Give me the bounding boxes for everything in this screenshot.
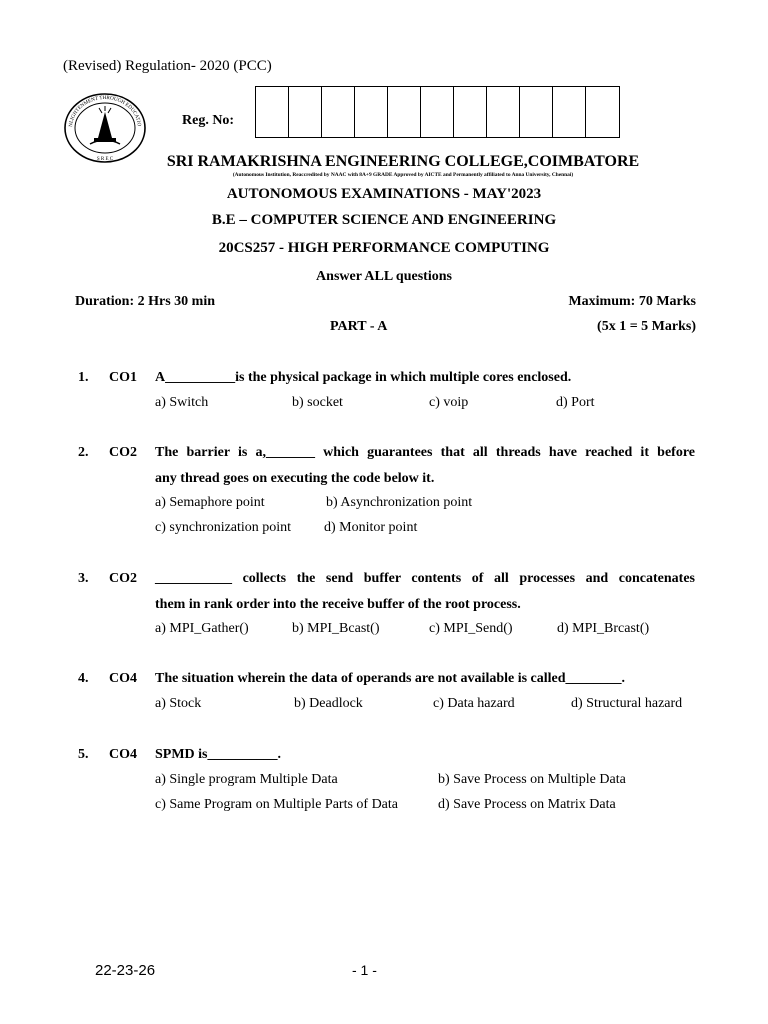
- part-marks: (5x 1 = 5 Marks): [597, 319, 696, 334]
- reg-no-boxes[interactable]: [255, 86, 620, 138]
- option-d: d) Structural hazard: [571, 696, 683, 711]
- college-note: (Autonomous Institution, Reaccredited by NAAC with 8A+9 GRADE Approved by AICTE and Permanently affiliated to Anna University, Chennai): [232, 172, 574, 178]
- question-text: SPMD is__________.: [155, 747, 281, 762]
- reg-no-digit-box[interactable]: [586, 87, 619, 137]
- option-d: d) Monitor point: [324, 520, 418, 535]
- question-number: 5.: [78, 747, 89, 762]
- reg-no-digit-box[interactable]: [454, 87, 487, 137]
- option-d: d) MPI_Brcast(): [557, 621, 650, 636]
- reg-no-digit-box[interactable]: [256, 87, 289, 137]
- logo-motto: NLIGHTENMENT THROUGH EDUCATIO: [67, 94, 142, 128]
- option-c: c) synchronization point: [155, 520, 292, 535]
- question-number: 3.: [78, 571, 89, 586]
- option-a: a) Semaphore point: [155, 495, 265, 510]
- option-a: a) Stock: [155, 696, 202, 711]
- reg-no-digit-box[interactable]: [421, 87, 454, 137]
- question-number: 1.: [78, 370, 89, 385]
- option-b: b) Deadlock: [294, 696, 363, 711]
- reg-no-digit-box[interactable]: [487, 87, 520, 137]
- course-outcome: CO4: [109, 671, 137, 686]
- logo-abbr: S R E C: [96, 157, 114, 162]
- question-text: ___________ collects the send buffer contents of all processes and concatenates: [155, 571, 695, 586]
- reg-no-digit-box[interactable]: [289, 87, 322, 137]
- part-title: PART - A: [330, 319, 388, 334]
- option-d: d) Save Process on Matrix Data: [438, 797, 616, 812]
- regulation-text: (Revised) Regulation- 2020 (PCC): [63, 58, 272, 74]
- option-a: a) Single program Multiple Data: [155, 772, 338, 787]
- course-title: 20CS257 - HIGH PERFORMANCE COMPUTING: [218, 240, 550, 256]
- instruction: Answer ALL questions: [316, 269, 452, 284]
- reg-no-digit-box[interactable]: [322, 87, 355, 137]
- option-c: c) Same Program on Multiple Parts of Data: [155, 797, 399, 812]
- duration: Duration: 2 Hrs 30 min: [75, 294, 215, 309]
- question-text: A__________is the physical package in which multiple cores enclosed.: [155, 370, 572, 385]
- option-d: d) Port: [556, 395, 595, 410]
- page-number: - 1 -: [352, 962, 377, 978]
- max-marks: Maximum: 70 Marks: [568, 294, 696, 309]
- reg-no-digit-box[interactable]: [355, 87, 388, 137]
- course-outcome: CO4: [109, 747, 137, 762]
- option-b: b) Save Process on Multiple Data: [438, 772, 626, 787]
- course-outcome: CO2: [109, 571, 137, 586]
- footer-code: 22-23-26: [95, 962, 156, 979]
- question-text: The barrier is a,_______ which guarantees that all threads have reached it before: [155, 445, 695, 460]
- college-name: SRI RAMAKRISHNA ENGINEERING COLLEGE,COIMBATORE: [166, 153, 640, 170]
- reg-no-label: Reg. No:: [182, 113, 235, 128]
- exam-title: AUTONOMOUS EXAMINATIONS - MAY'2023: [226, 186, 542, 202]
- course-outcome: CO2: [109, 445, 137, 460]
- option-c: c) Data hazard: [433, 696, 515, 711]
- question-number: 2.: [78, 445, 89, 460]
- option-c: c) MPI_Send(): [429, 621, 513, 636]
- reg-no-digit-box[interactable]: [388, 87, 421, 137]
- reg-no-digit-box[interactable]: [553, 87, 586, 137]
- option-c: c) voip: [429, 395, 469, 410]
- question-number: 4.: [78, 671, 89, 686]
- question-text-cont: them in rank order into the receive buffer of the root process.: [155, 597, 521, 612]
- question-text-cont: any thread goes on executing the code below it.: [155, 471, 435, 486]
- option-b: b) Asynchronization point: [326, 495, 473, 510]
- option-a: a) Switch: [155, 395, 209, 410]
- course-outcome: CO1: [109, 370, 137, 385]
- option-a: a) MPI_Gather(): [155, 621, 249, 636]
- option-b: b) socket: [292, 395, 343, 410]
- reg-no-digit-box[interactable]: [520, 87, 553, 137]
- programme-title: B.E – COMPUTER SCIENCE AND ENGINEERING: [211, 212, 557, 228]
- question-text: The situation wherein the data of operands are not available is called________.: [155, 671, 626, 686]
- option-b: b) MPI_Bcast(): [292, 621, 380, 636]
